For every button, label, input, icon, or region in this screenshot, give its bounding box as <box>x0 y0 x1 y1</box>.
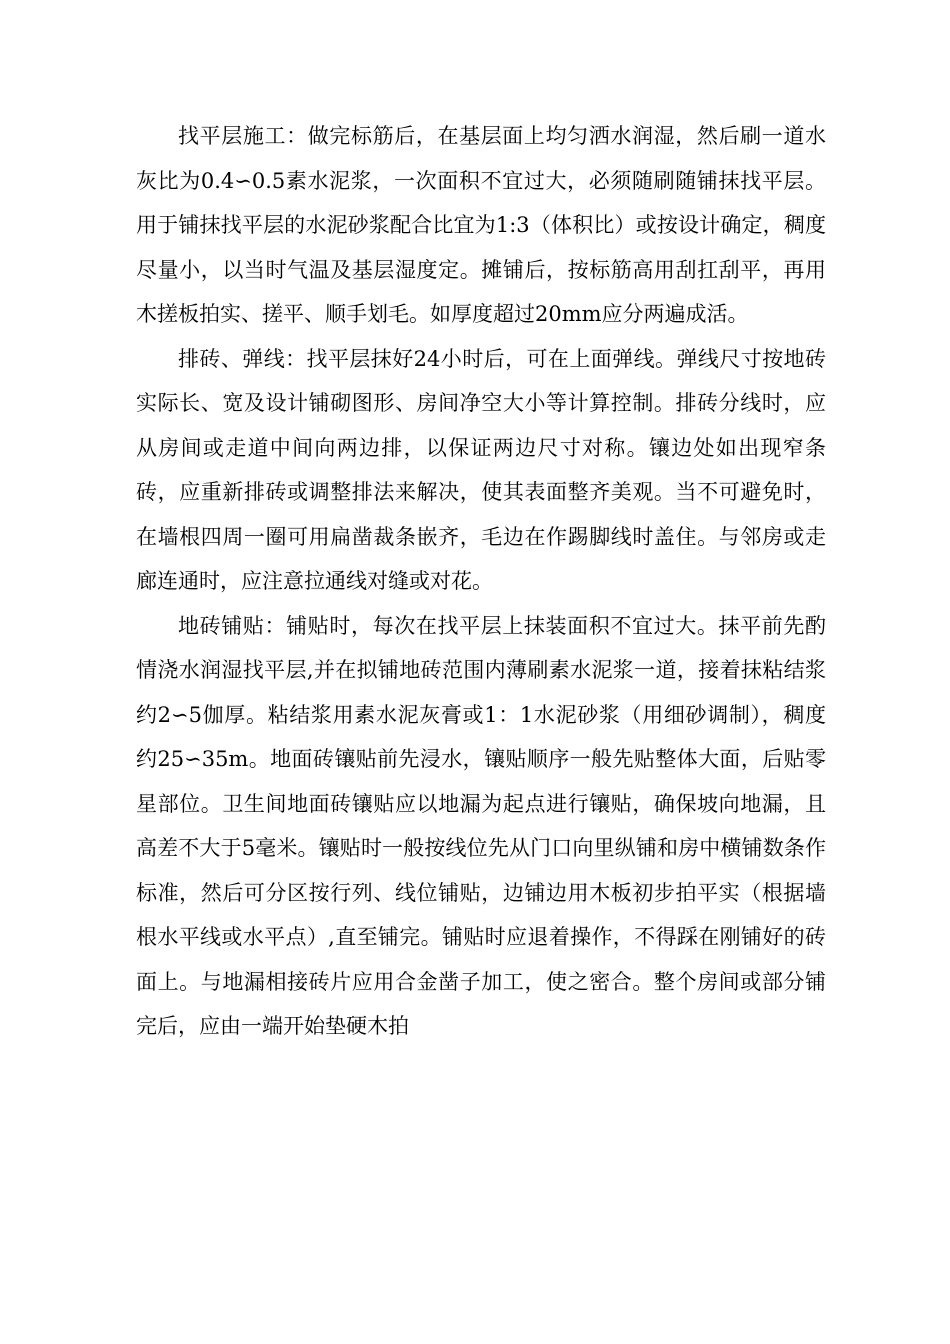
document-page <box>136 114 826 1049</box>
paragraph-tile-layout: 排砖、弹线：找平层抹好24小时后，可在上面弹线。弹线尺寸按地砖实际长、宽及设计铺砌图形、房间净空大小等计算控制。排砖分线时，应从房间或走道中间向两边排，以保证两边尺寸对称。镶边处如出现窄条砖，应重新排砖或调整排法来解决，使其表面整齐美观。当不可避免时，在墙根四周一圈可用扁凿裁条嵌齐，毛边在作踢脚线时盖住。与邻房或走廊连通时，应注意拉通线对缝或对花。 <box>136 346 826 593</box>
paragraph-tile-laying: 地砖铺贴：铺贴时，每次在找平层上抹装面积不宜过大。抹平前先酌情浇水润湿找平层,并在拟铺地砖范围内薄刷素水泥浆一道，接着抹粘结浆约2∽5伽厚。粘结浆用素水泥灰膏或1：1水泥砂浆（用细砂调制），稠度约25∽35m。地面砖镶贴前先浸水，镶贴顺序一般先贴整体大面，后贴零星部位。卫生间地面砖镶贴应以地漏为起点进行镶贴，确保坡向地漏，且高差不大于5毫米。镶贴时一般按线位先从门口向里纵铺和房中横铺数条作标准，然后可分区按行列、线位铺贴，边铺边用木板初步拍平实（根据墙根水平线或水平点）,直至铺完。铺贴时应退着操作，不得踩在刚铺好的砖面上。与地漏相接砖片应用合金凿子加工，使之密合。整个房间或部分铺完后，应由一端开始垫硬木拍 <box>136 613 826 1038</box>
paragraph-leveling-layer: 找平层施工：做完标筋后，在基层面上均匀洒水润湿，然后刷一道水灰比为0.4∽0.5素水泥浆，一次面积不宜过大，必须随刷随铺抹找平层。用于铺抹找平层的水泥砂浆配合比宜为1:3（体积比）或按设计确定，稠度尽量小，以当时气温及基层湿度定。摊铺后，按标筋高用刮扛刮平，再用木搓板拍实、搓平、顺手划毛。如厚度超过20mm应分两遍成活。 <box>136 124 826 326</box>
